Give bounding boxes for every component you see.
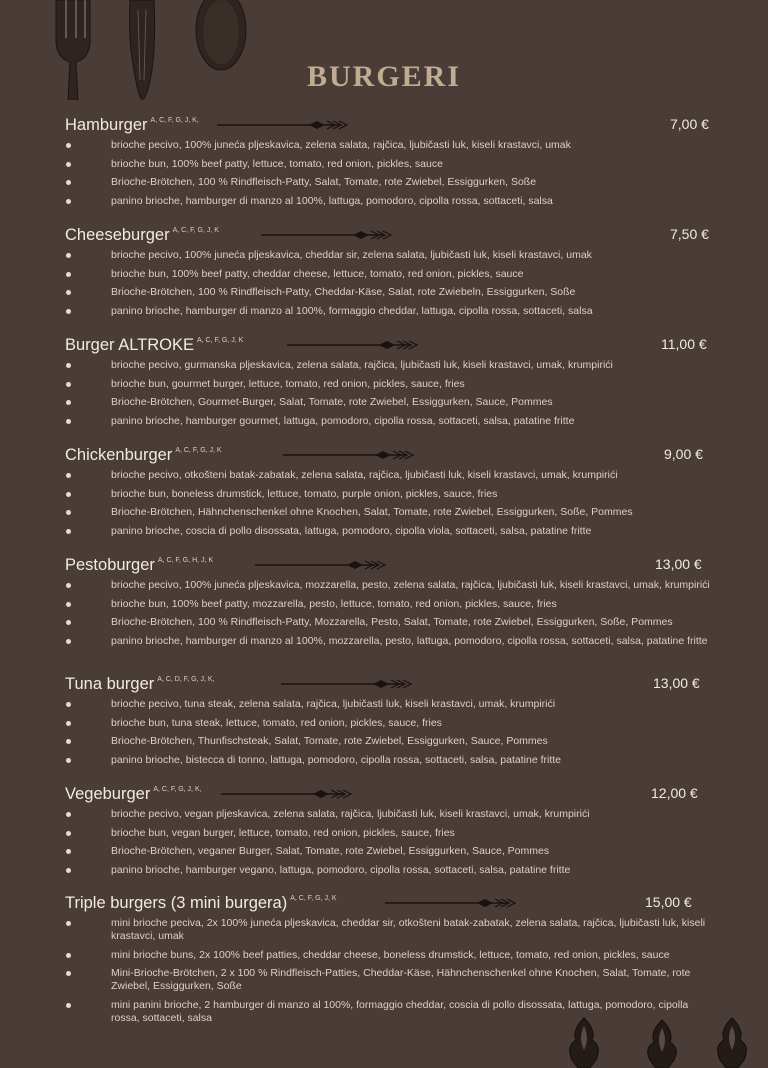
- allergen-codes: A, C, F, G, H, J, K: [157, 557, 214, 564]
- description-line: Brioche-Brötchen, 100 % Rindfleisch-Patty, Salat, Tomate, rote Zwiebel, Essiggurken, Soße: [65, 176, 715, 189]
- ornament-icon: [564, 1016, 604, 1068]
- menu-item-header: [65, 226, 715, 248]
- description-line: brioche pecivo, otkošteni batak-zabatak, zelena salata, rajčica, ljubičasti luk, kiseli krastavci, umak, krumpirići: [65, 469, 715, 482]
- menu-item-name: Triple burgers (3 mini burgera): [65, 894, 288, 912]
- description-line: brioche pecivo, 100% juneća pljeskavica, zelena salata, rajčica, ljubičasti luk, kiseli krastavci, umak: [65, 139, 715, 152]
- page-title: BURGERI: [306, 60, 462, 93]
- menu-item-header: [65, 894, 715, 916]
- description-line: mini brioche peciva, 2x 100% juneća pljeskavica, cheddar sir, otkošteni batak-zabatak, zelena salata, rajčica, ljubičasti luk, kiseli krastavci, umak: [65, 917, 715, 943]
- menu-item-header: [65, 336, 715, 358]
- menu-item-header: [65, 785, 715, 807]
- menu-item: [65, 446, 715, 543]
- description-list: [65, 579, 715, 648]
- menu-item-price: 7,00 €: [670, 116, 709, 132]
- description-line: brioche bun, 100% beef patty, mozzarella, pesto, lettuce, tomato, red onion, pickles, sauce, fries: [65, 598, 715, 611]
- menu-item-header: [65, 675, 715, 697]
- menu-item-price: 13,00 €: [653, 675, 700, 691]
- arrow-divider-icon: [281, 678, 413, 690]
- allergen-codes: A, C, F, G, J, K: [197, 337, 244, 344]
- allergen-codes: A, C, D, F, G, J, K,: [157, 676, 215, 683]
- menu-item-price: 13,00 €: [655, 556, 702, 572]
- description-list: [65, 249, 715, 318]
- description-list: [65, 469, 715, 538]
- description-line: brioche bun, tuna steak, lettuce, tomato, red onion, pickles, sauce, fries: [65, 717, 715, 730]
- description-line: brioche bun, 100% beef patty, lettuce, tomato, red onion, pickles, sauce: [65, 158, 715, 171]
- menu-item-price: 7,50 €: [670, 226, 709, 242]
- description-line: panino brioche, hamburger di manzo al 100%, lattuga, pomodoro, cipolla rossa, sottaceti, salsa: [65, 195, 715, 208]
- arrow-divider-icon: [217, 119, 349, 131]
- arrow-divider-icon: [283, 449, 415, 461]
- menu-item-name: Pestoburger: [65, 556, 155, 574]
- menu-item: [65, 556, 715, 653]
- description-line: brioche bun, 100% beef patty, cheddar cheese, lettuce, tomato, red onion, pickles, sauce: [65, 268, 715, 281]
- description-list: [65, 139, 715, 208]
- description-line: panino brioche, hamburger di manzo al 100%, mozzarella, pesto, lattuga, pomodoro, cipolla rossa, sottaceti, salsa, patatine fritte: [65, 635, 715, 648]
- description-line: panino brioche, hamburger vegano, lattuga, pomodoro, cipolla rossa, sottaceti, salsa, patatine fritte: [65, 864, 715, 877]
- menu-item-name: Hamburger: [65, 116, 148, 134]
- ornament-icon: [712, 1016, 752, 1068]
- menu-item-price: 11,00 €: [661, 336, 707, 352]
- description-line: panino brioche, hamburger gourmet, lattuga, pomodoro, cipolla rossa, sottaceti, salsa, patatine fritte: [65, 415, 715, 428]
- description-line: brioche pecivo, vegan pljeskavica, zelena salata, rajčica, ljubičasti luk, kiseli krastavci, umak, krumpirići: [65, 808, 715, 821]
- allergen-codes: A, C, F, G, J, K: [175, 447, 222, 454]
- allergen-codes: A, C, F, G, J, K: [172, 227, 219, 234]
- description-line: Brioche-Brötchen, Gourmet-Burger, Salat, Tomate, rote Zwiebel, Essiggurken, Sauce, Pommes: [65, 396, 715, 409]
- menu-item-price: 9,00 €: [664, 446, 703, 462]
- menu-item-price: 12,00 €: [651, 785, 698, 801]
- description-line: brioche pecivo, 100% juneća pljeskavica, cheddar sir, zelena salata, ljubičasti luk, kiseli krastavci, umak: [65, 249, 715, 262]
- description-line: brioche pecivo, gurmanska pljeskavica, zelena salata, rajčica, ljubičasti luk, kiseli krastavci, umak, krumpirići: [65, 359, 715, 372]
- arrow-divider-icon: [221, 788, 353, 800]
- description-line: Mini-Brioche-Brötchen, 2 x 100 % Rindfleisch-Patties, Cheddar-Käse, Hähnchenschenkel ohne Knochen, Salat, Tomate, rote Zwiebel, Essiggurken, Soße: [65, 967, 715, 993]
- menu-item: [65, 116, 715, 213]
- menu-item-name: Burger ALTROKE: [65, 336, 194, 354]
- menu-item-name: Vegeburger: [65, 785, 151, 803]
- description-line: Brioche-Brötchen, Hähnchenschenkel ohne Knochen, Salat, Tomate, rote Zwiebel, Essiggurken, Soße, Pommes: [65, 506, 715, 519]
- description-list: [65, 917, 715, 1025]
- description-list: [65, 359, 715, 428]
- allergen-codes: A, C, F, G, J, K,: [150, 117, 199, 124]
- description-list: [65, 808, 715, 877]
- menu-item-name: Chickenburger: [65, 446, 173, 464]
- menu-item-name: Cheeseburger: [65, 226, 170, 244]
- menu-item: [65, 226, 715, 323]
- menu-item: [65, 336, 715, 433]
- description-line: Brioche-Brötchen, Thunfischsteak, Salat, Tomate, rote Zwiebel, Essiggurken, Sauce, Pommes: [65, 735, 715, 748]
- allergen-codes: A, C, F, G, J, K: [290, 895, 337, 902]
- allergen-codes: A, C, F, G, J, K,: [153, 786, 202, 793]
- description-line: mini panini brioche, 2 hamburger di manzo al 100%, formaggio cheddar, coscia di pollo disossata, lattuga, pomodoro, cipolla rossa, sottaceti, salsa: [65, 999, 715, 1025]
- description-line: brioche pecivo, 100% juneća pljeskavica, mozzarella, pesto, zelena salata, rajčica, ljubičasti luk, kiseli krastavci, umak, krumpirići: [65, 579, 715, 592]
- description-line: brioche pecivo, tuna steak, zelena salata, rajčica, ljubičasti luk, kiseli krastavci, umak, krumpirići: [65, 698, 715, 711]
- description-line: Brioche-Brötchen, veganer Burger, Salat, Tomate, rote Zwiebel, Essiggurken, Sauce, Pommes: [65, 845, 715, 858]
- description-line: panino brioche, coscia di pollo disossata, lattuga, pomodoro, cipolla viola, sottaceti, salsa, patatine fritte: [65, 525, 715, 538]
- description-line: mini brioche buns, 2x 100% beef patties, cheddar cheese, boneless drumstick, lettuce, tomato, red onion, pickles, sauce: [65, 949, 715, 962]
- menu-item: [65, 675, 715, 772]
- menu-item: [65, 785, 715, 882]
- description-line: brioche bun, vegan burger, lettuce, tomato, red onion, pickles, sauce, fries: [65, 827, 715, 840]
- arrow-divider-icon: [261, 229, 393, 241]
- arrow-divider-icon: [287, 339, 419, 351]
- menu-item-name: Tuna burger: [65, 675, 155, 693]
- menu-item-header: [65, 116, 715, 138]
- menu-item-header: [65, 446, 715, 468]
- ornament-icon: [642, 1018, 682, 1068]
- description-line: panino brioche, hamburger di manzo al 100%, formaggio cheddar, lattuga, cipolla rossa, sottaceti, salsa: [65, 305, 715, 318]
- arrow-divider-icon: [385, 897, 517, 909]
- menu-item: [65, 894, 715, 1030]
- description-line: panino brioche, bistecca di tonno, lattuga, pomodoro, cipolla rossa, sottaceti, salsa, patatine fritte: [65, 754, 715, 767]
- description-line: Brioche-Brötchen, 100 % Rindfleisch-Patty, Mozzarella, Pesto, Salat, Tomate, rote Zwiebel, Essiggurken, Soße, Pommes: [65, 616, 715, 629]
- description-line: Brioche-Brötchen, 100 % Rindfleisch-Patty, Cheddar-Käse, Salat, rote Zwiebeln, Essiggurken, Soße: [65, 286, 715, 299]
- description-line: brioche bun, boneless drumstick, lettuce, tomato, purple onion, pickles, sauce, fries: [65, 488, 715, 501]
- description-line: brioche bun, gourmet burger, lettuce, tomato, red onion, pickles, sauce, fries: [65, 378, 715, 391]
- menu-item-price: 15,00 €: [645, 894, 692, 910]
- menu-item-header: [65, 556, 715, 578]
- description-list: [65, 698, 715, 767]
- arrow-divider-icon: [255, 559, 387, 571]
